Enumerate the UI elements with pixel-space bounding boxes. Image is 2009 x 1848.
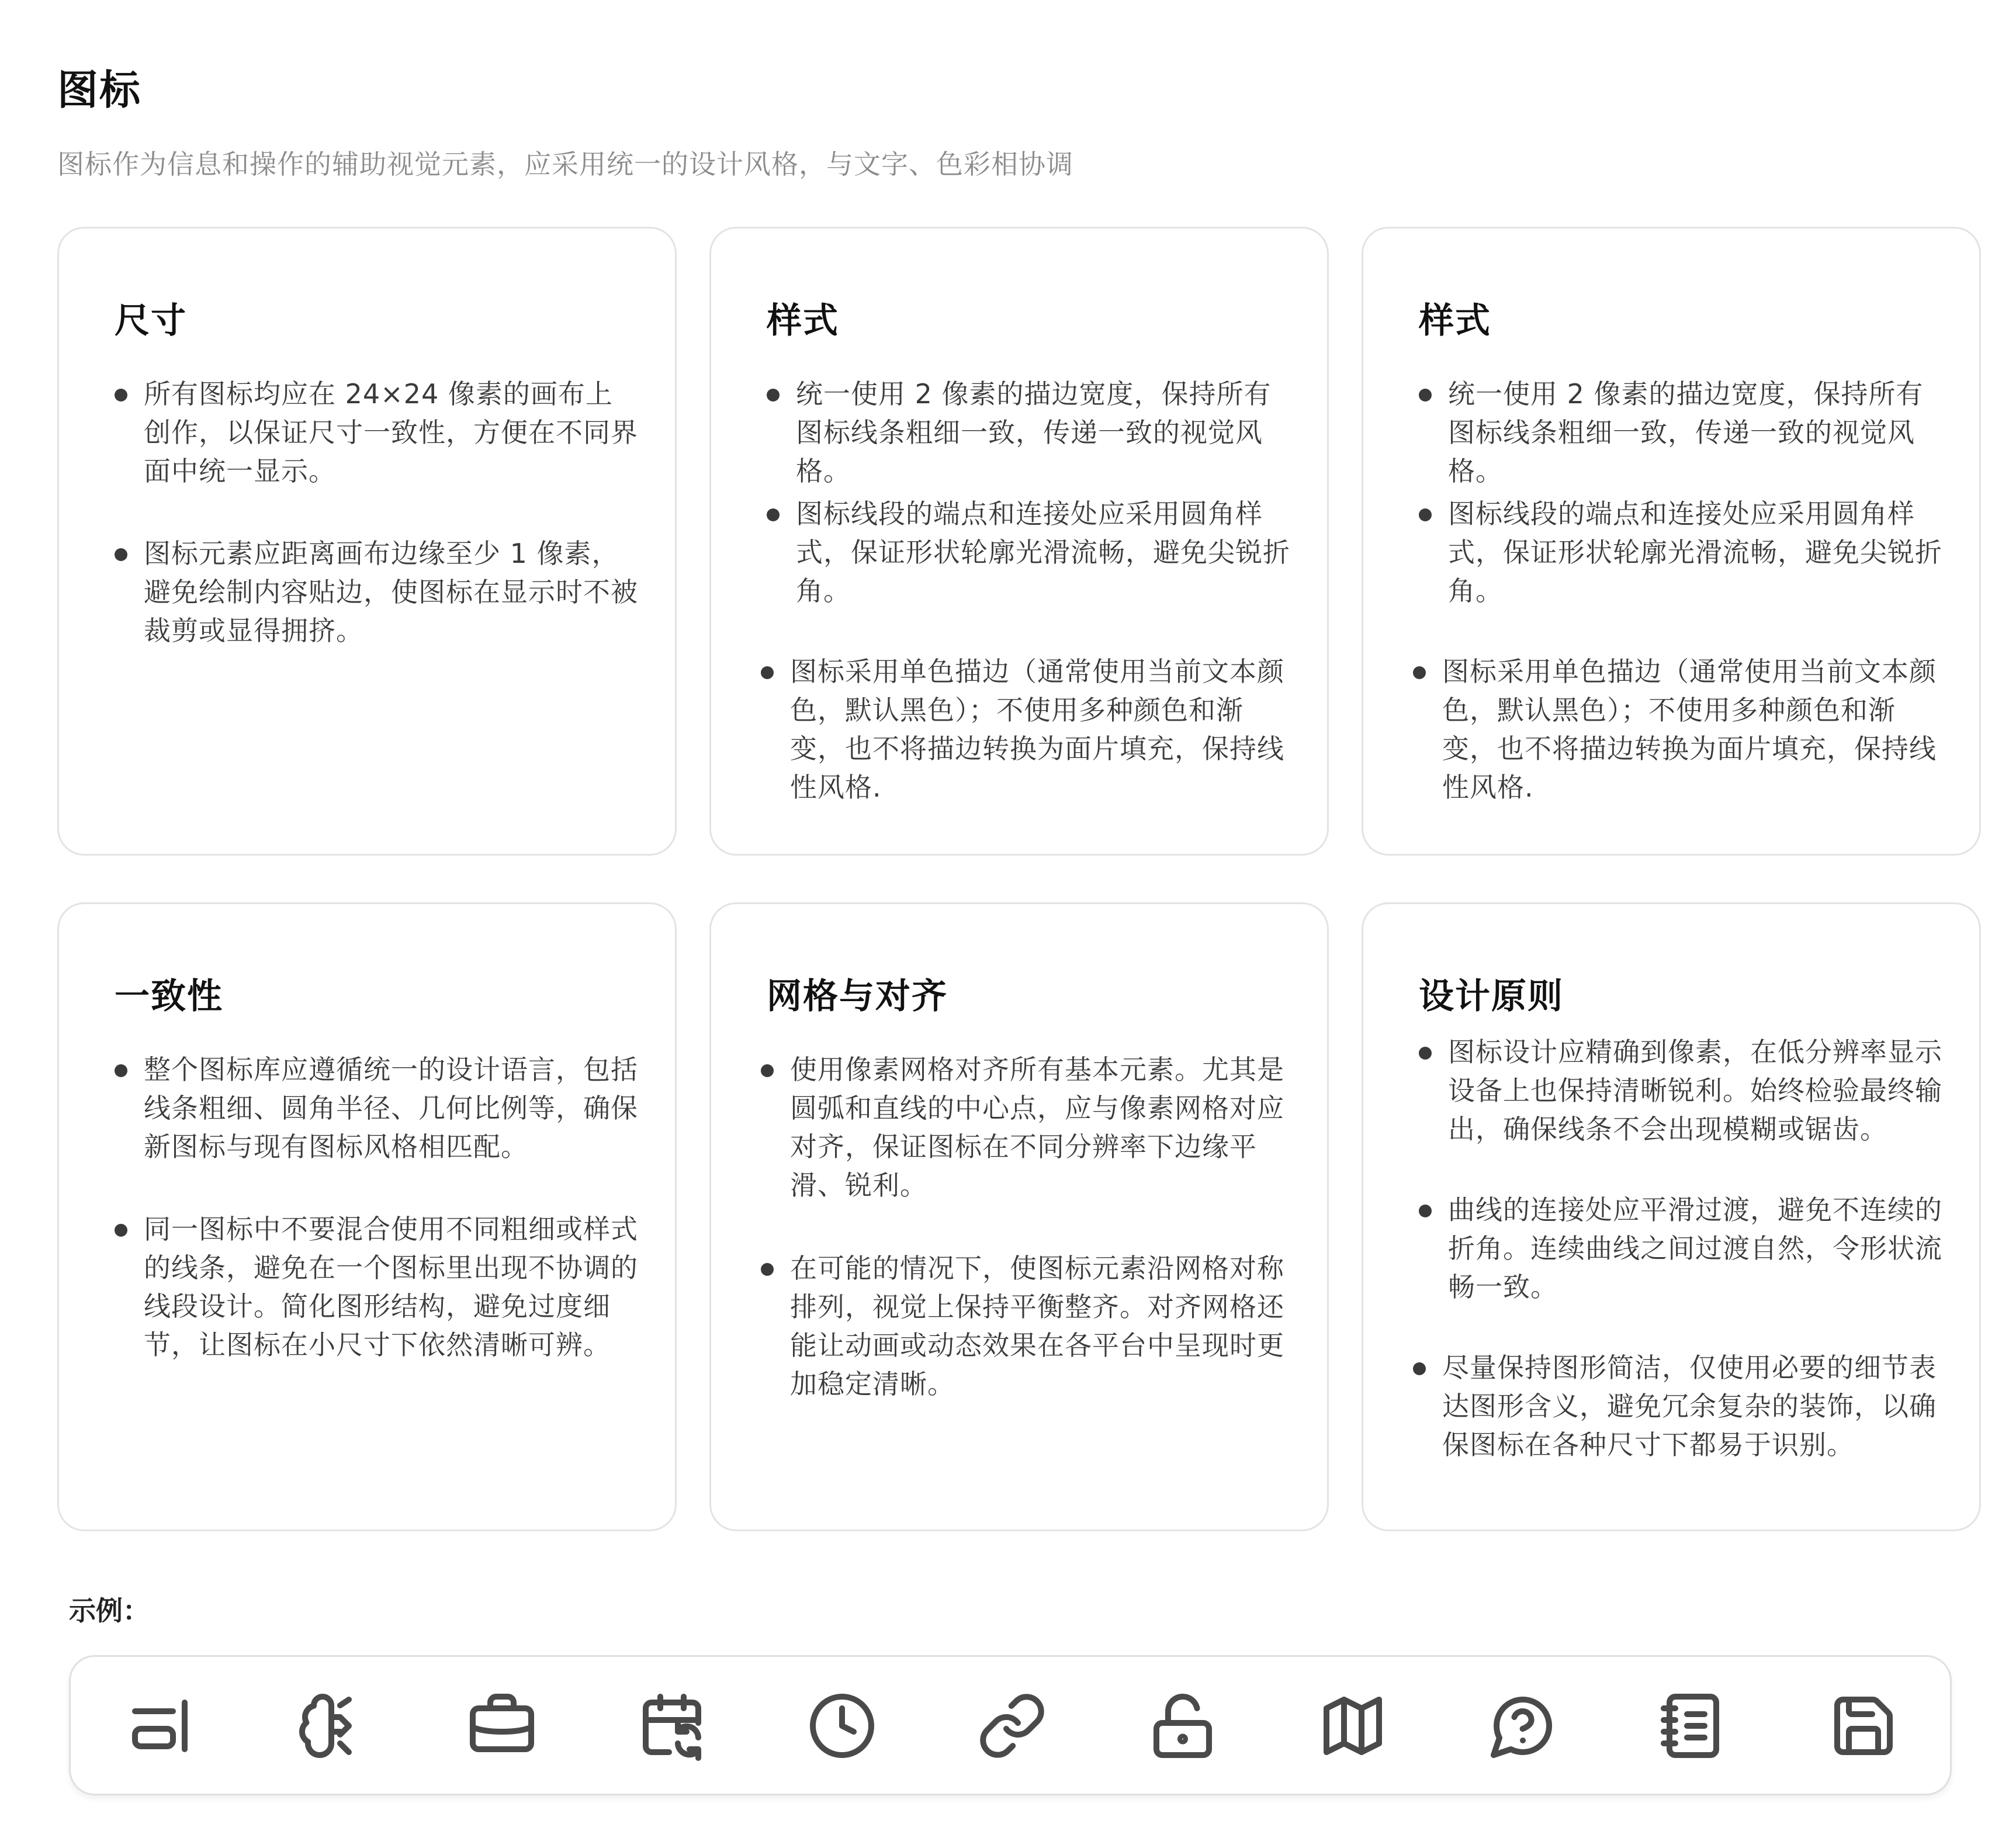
card-style — [709, 227, 1329, 856]
page-subtitle: 图标作为信息和操作的辅助视觉元素，应采用统一的设计风格，与文字、色彩相协调 — [57, 148, 1073, 180]
bullet-item: 尽量保持图形简洁，仅使用必要的细节表达图形含义，避免冗余复杂的装饰，以确保图标在各种尺寸下都易于识别。 — [1413, 1348, 1944, 1464]
save-icon — [1828, 1691, 1899, 1761]
bullet-item: 曲线的连接处应平滑过渡，避免不连续的折角。连续曲线之间过渡自然，令形状流畅一致。 — [1419, 1191, 1944, 1306]
card-title: 样式 — [1419, 300, 1491, 341]
bullet-item: 图标采用单色描边（通常使用当前文本颜色，默认黑色）；不使用多种颜色和渐变，也不将描边转换为面片填充，保持线性风格. — [1413, 652, 1944, 807]
align-right-icon — [126, 1691, 196, 1761]
card-consistency — [57, 902, 677, 1531]
card-title: 样式 — [767, 300, 839, 341]
briefcase-icon — [467, 1691, 537, 1761]
bullet-item: 图标线段的端点和连接处应采用圆角样式，保证形状轮廓光滑流畅，避免尖锐折角。 — [767, 494, 1292, 610]
bullet-item: 统一使用 2 像素的描边宽度，保持所有图标线条粗细一致，传递一致的视觉风格。 — [767, 375, 1292, 490]
card-title: 设计原则 — [1419, 976, 1564, 1017]
message-help-icon — [1488, 1691, 1558, 1761]
bullet-item: 图标设计应精确到像素，在低分辨率显示设备上也保持清晰锐利。始终检验最终输出，确保线条不会出现模糊或锯齿。 — [1419, 1033, 1944, 1148]
bullet-item: 整个图标库应遵循统一的设计语言，包括线条粗细、圆角半径、几何比例等，确保新图标与现有图标风格相匹配。 — [115, 1050, 640, 1166]
map-icon — [1318, 1691, 1388, 1761]
card-grid-alignment — [709, 902, 1329, 1531]
example-label: 示例： — [69, 1595, 150, 1626]
card-size — [57, 227, 677, 856]
calendar-sync-icon — [637, 1691, 707, 1761]
brain-icon — [296, 1691, 366, 1761]
bullet-item: 同一图标中不要混合使用不同粗细或样式的线条，避免在一个图标里出现不协调的线段设计。简化图形结构，避免过度细节，让图标在小尺寸下依然清晰可辨。 — [115, 1210, 640, 1364]
link-icon — [977, 1691, 1047, 1761]
bullet-item: 图标采用单色描边（通常使用当前文本颜色，默认黑色）；不使用多种颜色和渐变，也不将描边转换为面片填充，保持线性风格. — [761, 652, 1292, 807]
bullet-item: 使用像素网格对齐所有基本元素。尤其是圆弧和直线的中心点，应与像素网格对应对齐，保证图标在不同分辨率下边缘平滑、锐利。 — [761, 1050, 1292, 1205]
lock-open-icon — [1148, 1691, 1218, 1761]
example-icon-bar — [69, 1655, 1952, 1795]
clock-icon — [807, 1691, 877, 1761]
card-style-2 — [1362, 227, 1981, 856]
notebook-icon — [1658, 1691, 1728, 1761]
bullet-item: 在可能的情况下，使图标元素沿网格对称排列，视觉上保持平衡整齐。对齐网格还能让动画或动态效果在各平台中呈现时更加稳定清晰。 — [761, 1249, 1292, 1403]
bullet-item: 图标线段的端点和连接处应采用圆角样式，保证形状轮廓光滑流畅，避免尖锐折角。 — [1419, 494, 1944, 610]
bullet-item: 统一使用 2 像素的描边宽度，保持所有图标线条粗细一致，传递一致的视觉风格。 — [1419, 375, 1944, 490]
card-title: 网格与对齐 — [767, 976, 948, 1017]
card-design-principles — [1362, 902, 1981, 1531]
card-title: 一致性 — [115, 976, 223, 1017]
bullet-item: 所有图标均应在 24×24 像素的画布上创作，以保证尺寸一致性，方便在不同界面中统一显示。 — [115, 375, 640, 490]
card-title: 尺寸 — [115, 300, 187, 341]
page-title: 图标 — [57, 66, 141, 114]
bullet-item: 图标元素应距离画布边缘至少 1 像素，避免绘制内容贴边，使图标在显示时不被裁剪或显得拥挤。 — [115, 534, 640, 650]
